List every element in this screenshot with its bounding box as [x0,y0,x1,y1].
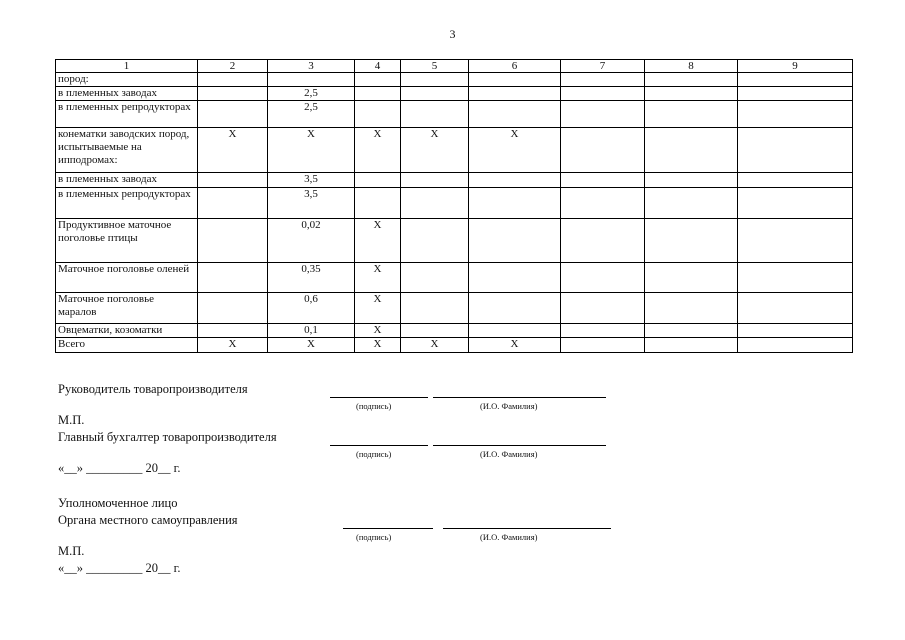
table-cell [561,173,645,188]
auth-name-line[interactable] [443,528,611,529]
chief-name-caption: (И.О. Фамилия) [480,449,538,459]
table-cell [738,87,853,101]
head-name-line[interactable] [433,397,606,398]
table-cell [469,73,561,87]
column-header: 3 [268,60,355,73]
table-row [56,73,853,87]
table-cell [645,293,738,324]
table-cell [198,173,268,188]
table-cell [561,73,645,87]
auth-name-caption: (И.О. Фамилия) [480,532,538,542]
table-cell [401,263,469,293]
authorized-person-label: Уполномоченное лицо [58,496,178,510]
table-cell [561,87,645,101]
table-row [56,293,853,324]
table-cell: 0,02 [268,219,355,263]
table-cell [355,173,401,188]
column-header: 7 [561,60,645,73]
table-cell: X [355,219,401,263]
table-row [56,219,853,263]
stamp-label: М.П. [58,413,85,427]
table-cell [469,188,561,219]
row-label-cell: Маточное поголовье маралов [56,293,198,324]
table-cell [561,128,645,173]
table-cell: X [469,338,561,353]
table-cell [198,188,268,219]
column-header: 1 [56,60,198,73]
table-cell [561,324,645,338]
table-cell [645,101,738,128]
stamp-label: М.П. [58,544,85,558]
table-cell [355,87,401,101]
table-cell [738,263,853,293]
table-cell [469,263,561,293]
chief-name-line[interactable] [433,445,606,446]
table-row [56,338,853,353]
table-cell [645,219,738,263]
table-cell [355,73,401,87]
table-cell [561,263,645,293]
table-cell: X [355,263,401,293]
table-cell: 0,35 [268,263,355,293]
table-cell: 3,5 [268,188,355,219]
table-cell [738,219,853,263]
table-header-row [56,60,853,73]
column-header: 4 [355,60,401,73]
table-cell: X [198,338,268,353]
table-cell [401,293,469,324]
table-cell [198,293,268,324]
table-cell [738,128,853,173]
table-cell [645,128,738,173]
column-header: 9 [738,60,853,73]
table-cell [268,73,355,87]
table-cell [645,188,738,219]
auth-signature-line[interactable] [343,528,433,529]
table-cell: X [355,324,401,338]
table-cell [469,293,561,324]
table-cell [738,173,853,188]
table-cell: 2,5 [268,87,355,101]
table-cell [645,173,738,188]
table-row [56,87,853,101]
table-cell [401,101,469,128]
table-cell [401,73,469,87]
table-cell [198,219,268,263]
table-cell [645,324,738,338]
column-header: 8 [645,60,738,73]
head-signature-line[interactable] [330,397,428,398]
table-cell: 3,5 [268,173,355,188]
table-cell: X [198,128,268,173]
table-cell: X [469,128,561,173]
row-label-cell: в племенных заводах [56,173,198,188]
table-cell: 0,6 [268,293,355,324]
column-header: 2 [198,60,268,73]
table-cell [469,87,561,101]
table-cell: X [401,128,469,173]
table-cell [401,188,469,219]
table-row [56,324,853,338]
table-row [56,188,853,219]
chief-signature-line[interactable] [330,445,428,446]
table-cell [198,324,268,338]
table-cell: X [268,338,355,353]
table-row [56,128,853,173]
local-government-label: Органа местного самоуправления [58,513,238,527]
table-cell [738,73,853,87]
table-cell [738,338,853,353]
column-header: 6 [469,60,561,73]
head-name-caption: (И.О. Фамилия) [480,401,538,411]
row-label-cell: Всего [56,338,198,353]
table-cell [469,173,561,188]
row-label-cell: Продуктивное маточное поголовье птицы [56,219,198,263]
table-row [56,263,853,293]
table-cell [401,87,469,101]
table-cell [401,173,469,188]
table-cell [401,219,469,263]
table-cell [561,188,645,219]
table-cell [469,101,561,128]
table-cell [738,293,853,324]
page-number: 3 [449,27,456,41]
chief-signature-caption: (подпись) [356,449,392,459]
table-cell [738,324,853,338]
table-cell: X [355,128,401,173]
data-table [55,59,853,353]
row-label-cell: Овцематки, козоматки [56,324,198,338]
table-cell [645,263,738,293]
row-label-cell: пород: [56,73,198,87]
table-cell [198,73,268,87]
table-cell [561,101,645,128]
table-cell: 0,1 [268,324,355,338]
table-cell: X [268,128,355,173]
table-cell [645,87,738,101]
row-label-cell: конематки заводских пород, испытываемые на ипподромах: [56,128,198,173]
table-cell [561,219,645,263]
table-cell [561,338,645,353]
chief-accountant-label: Главный бухгалтер товаропроизводителя [58,430,277,444]
table-cell [198,87,268,101]
column-header: 5 [401,60,469,73]
table-cell [469,219,561,263]
table-cell [198,101,268,128]
table-row [56,101,853,128]
table-cell [738,188,853,219]
table-cell [561,293,645,324]
table-cell [645,338,738,353]
table-cell [738,101,853,128]
table-cell: X [355,293,401,324]
table-cell [355,188,401,219]
table-cell: X [355,338,401,353]
table-cell [469,324,561,338]
head-signature-caption: (подпись) [356,401,392,411]
date-line: «__» _________ 20__ г. [58,461,181,475]
table-cell [355,101,401,128]
table-cell [198,263,268,293]
row-label-cell: в племенных заводах [56,87,198,101]
row-label-cell: в племенных репродукторах [56,188,198,219]
table-cell [401,324,469,338]
table-cell: 2,5 [268,101,355,128]
table-row [56,173,853,188]
table-cell [645,73,738,87]
head-label: Руководитель товаропроизводителя [58,382,248,396]
auth-signature-caption: (подпись) [356,532,392,542]
date-line: «__» _________ 20__ г. [58,561,181,575]
row-label-cell: Маточное поголовье оленей [56,263,198,293]
table-cell: X [401,338,469,353]
row-label-cell: в племенных репродукторах [56,101,198,128]
